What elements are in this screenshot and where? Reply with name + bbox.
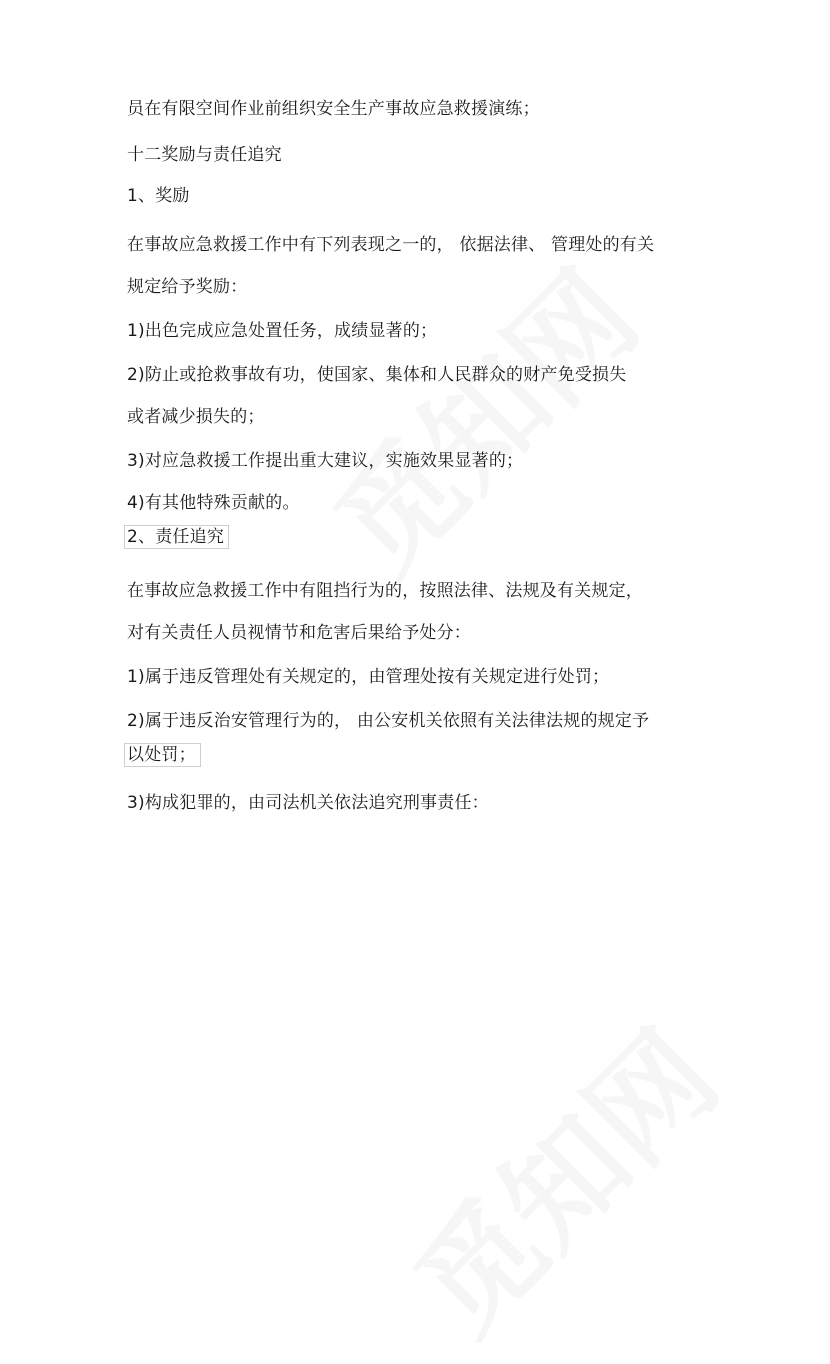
watermark	[372, 988, 748, 1364]
subsection-heading	[127, 526, 229, 548]
text-line: 对有关责任人员视情节和危害后果给予处分：	[127, 623, 471, 643]
text-line: 规定给予奖励：	[127, 277, 248, 297]
subsection-heading: 1、奖励	[127, 186, 190, 206]
list-item: 2)属于违反治安管理行为的， 由公安机关依照有关法律法规的规定予	[127, 711, 650, 731]
text-line	[127, 744, 201, 766]
list-item: 1)出色完成应急处置任务，成绩显著的；	[127, 321, 438, 341]
subsection-heading-text: 2、责任追究	[124, 525, 229, 549]
text-line: 员在有限空间作业前组织安全生产事故应急救援演练；	[127, 99, 540, 119]
section-heading: 十二奖励与责任追究	[127, 145, 282, 165]
list-item: 1)属于违反管理处有关规定的，由管理处按有关规定进行处罚；	[127, 667, 610, 687]
list-item: 2)防止或抢救事故有功，使国家、集体和人民群众的财产免受损失	[127, 365, 627, 385]
list-item: 3)构成犯罪的，由司法机关依法追究刑事责任：	[127, 793, 489, 813]
text-line: 在事故应急救援工作中有阻挡行为的，按照法律、法规及有关规定，	[127, 581, 643, 601]
text-line-segment: 以处罚；	[124, 743, 201, 767]
list-item: 3)对应急救援工作提出重大建议，实施效果显著的；	[127, 451, 524, 471]
watermark	[292, 228, 668, 604]
text-line: 在事故应急救援工作中有下列表现之一的， 依据法律、 管理处的有关	[127, 235, 655, 255]
text-line: 或者减少损失的；	[127, 407, 265, 427]
list-item: 4)有其他特殊贡献的。	[127, 493, 300, 513]
